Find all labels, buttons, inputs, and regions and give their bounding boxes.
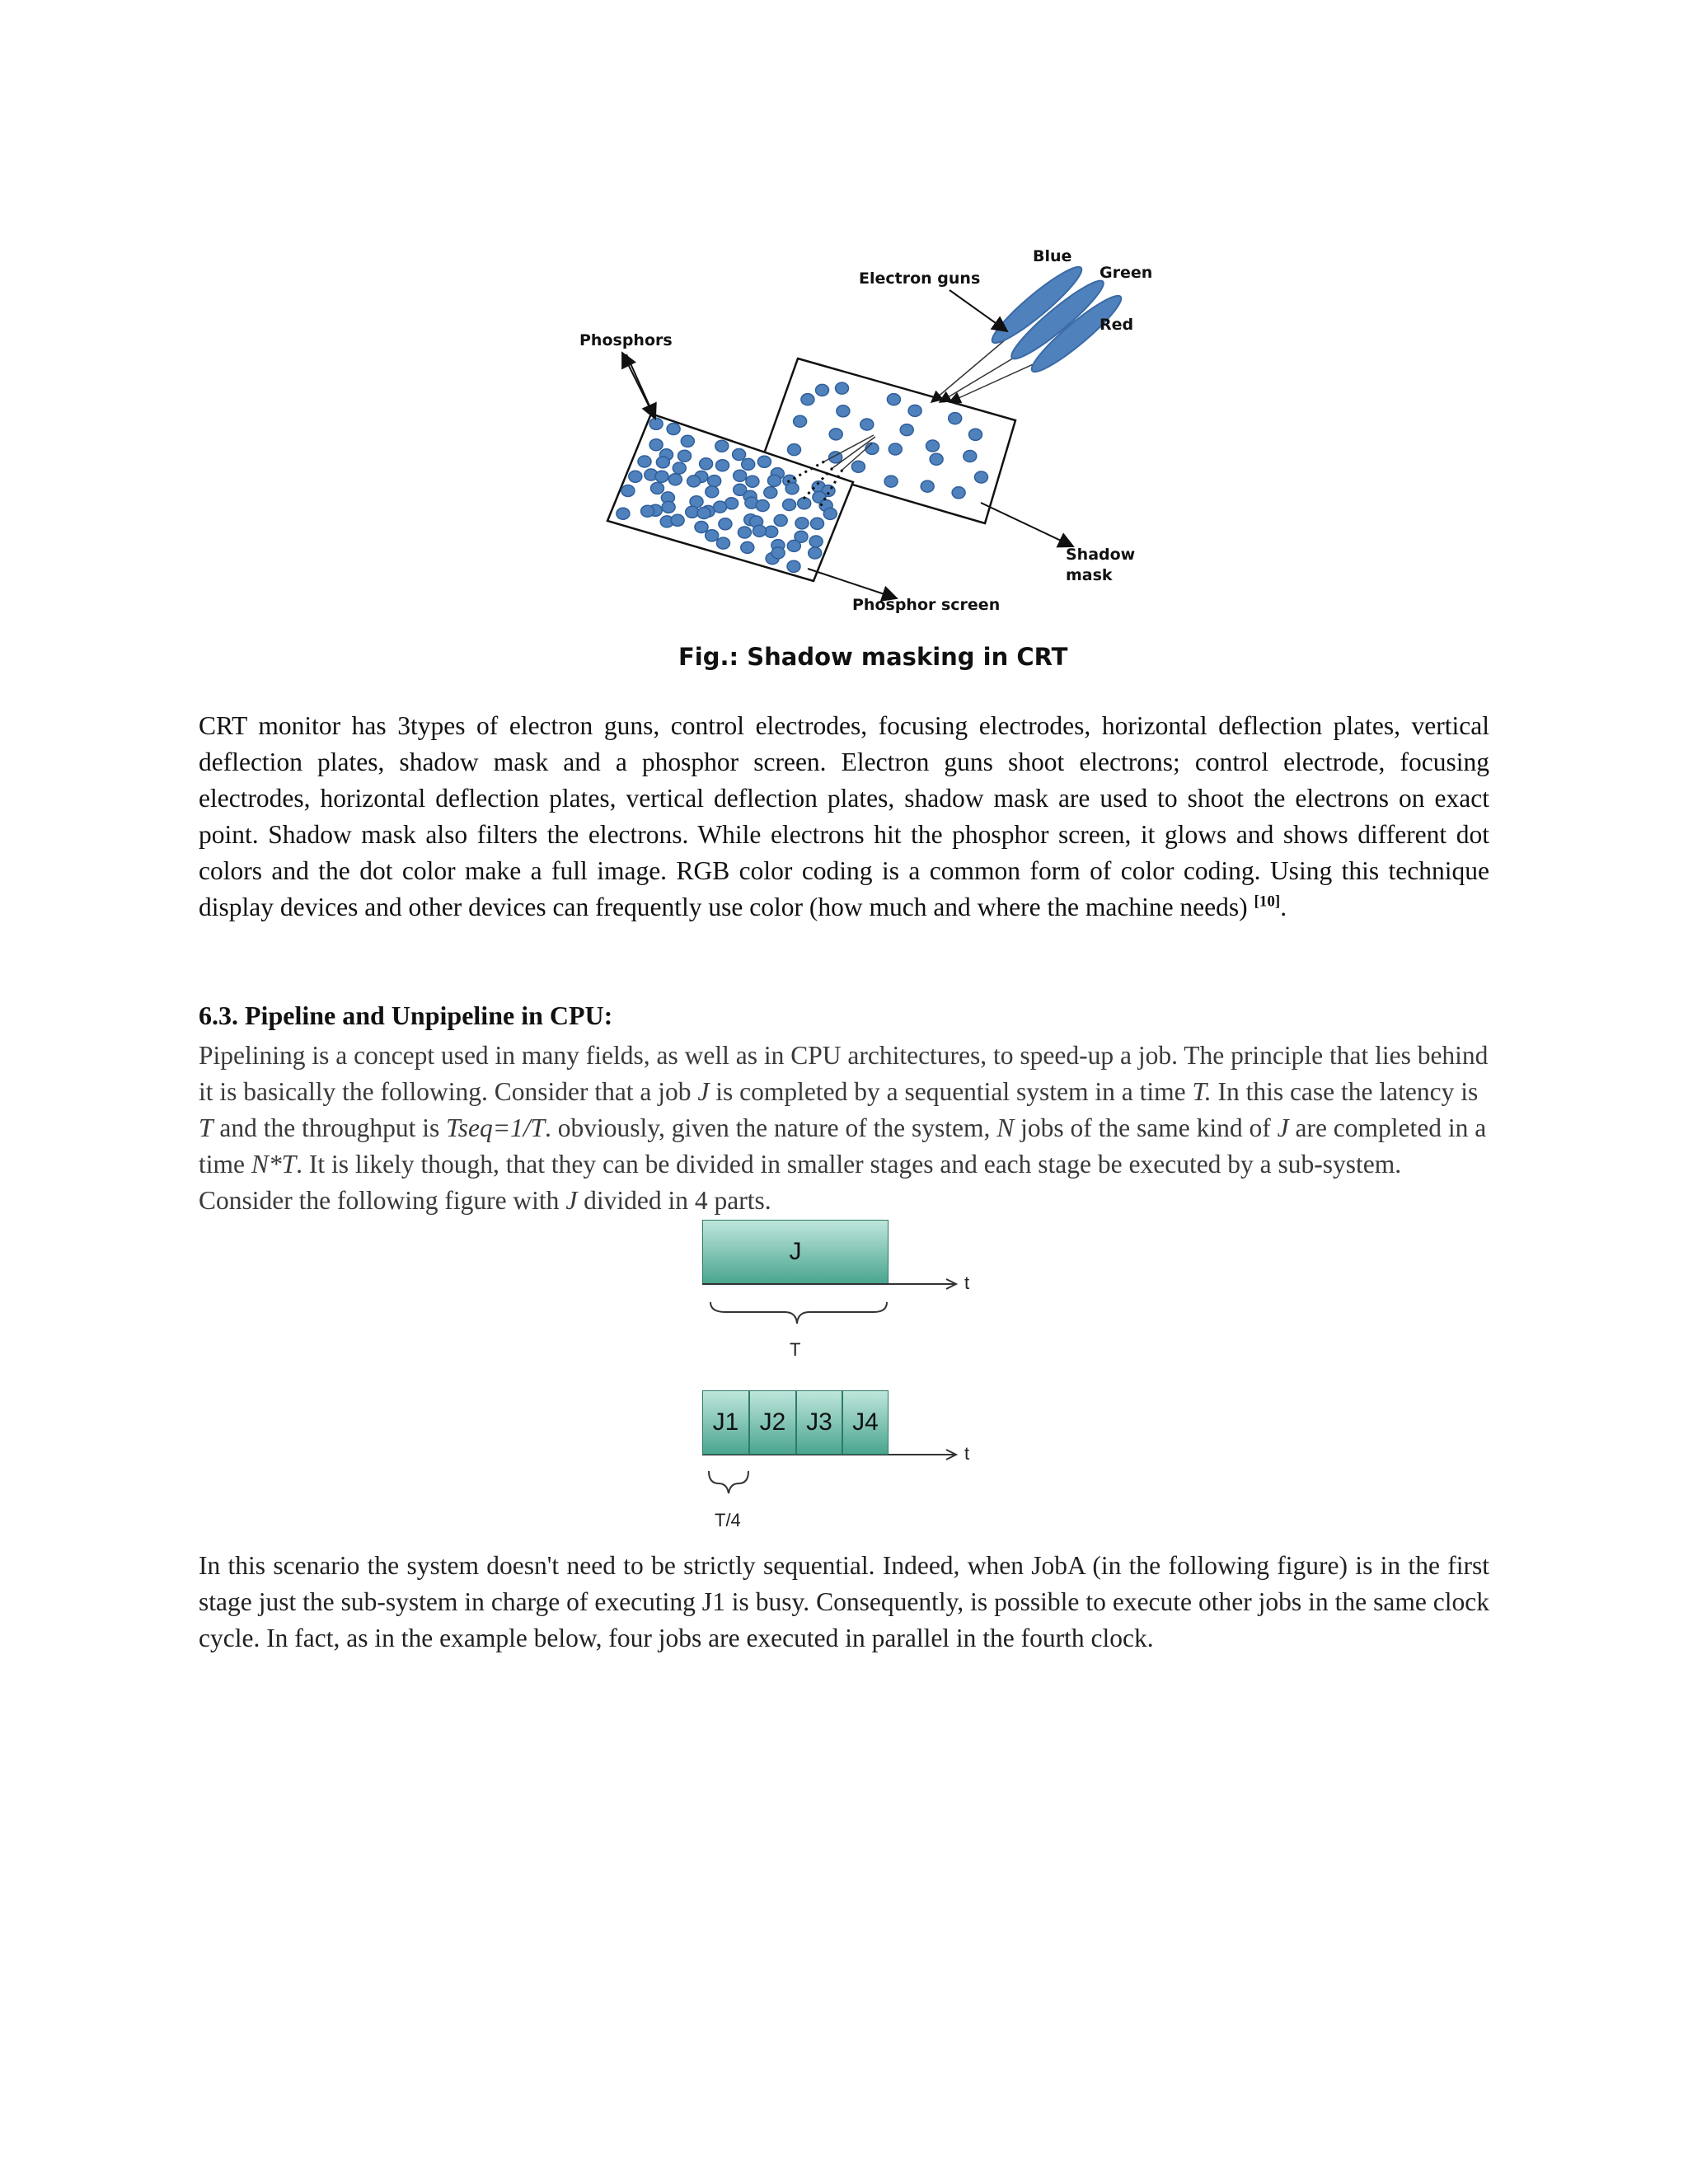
dot: [829, 429, 842, 440]
dot: [753, 525, 766, 537]
label-green: Green: [1100, 264, 1153, 282]
label-blue: Blue: [1033, 247, 1072, 265]
paragraph-scenario: In this scenario the system doesn't need to be strictly sequential. Indeed, when JobA (in the following figure) is in the first stage just the sub-system in charge of executing J1 is busy. Consequently, is possible to execute other jobs in the same clock cycle. In fact, as in the example below, four jobs are executed in parallel in the fourth clock.: [199, 1551, 1489, 1652]
dot: [662, 501, 675, 513]
dot: [717, 537, 730, 549]
paragraph-crt-text: CRT monitor has 3types of electron guns, control electrodes, focusing electrodes, horizontal deflection plates, vertical deflection plates, shadow mask and a phosphor screen. Electron guns shoot electrons; control electrode, focusing electrodes, horizontal deflection plates, vertical deflection plates, shadow mask are used to shoot the electrons on exact point. Shadow mask also filters the electrons. While electrons hit the phosphor screen, it glows and shows different dot colors and the dot color make a full image. RGB color coding is a common form of color coding. Using this technique display devices and other devices can frequently use color (how much and where the machine needs): [199, 711, 1489, 921]
crt-diagram: [0, 0, 1688, 676]
dot: [785, 483, 799, 494]
dot: [716, 460, 729, 471]
text-run: In this case the latency is: [1211, 1077, 1479, 1106]
dot: [629, 471, 642, 482]
crt-figure: [0, 0, 1688, 676]
dot: [809, 547, 822, 559]
pipeline-axes: [0, 1212, 1688, 1541]
job-block-j2: J2: [749, 1390, 796, 1455]
paragraph-crt-end: .: [1280, 893, 1287, 921]
text-run: Pipelining is a concept used in many fields, as well as in CPU architectures, to speed-up a job. The principle that lies behind it is basically the following. Consider that a job: [199, 1041, 1489, 1106]
dot: [742, 458, 755, 470]
italic-t: T: [199, 1113, 213, 1142]
dot: [621, 485, 635, 497]
dot: [887, 394, 900, 405]
axis-label-t-2: t: [964, 1443, 970, 1464]
dot: [719, 518, 732, 530]
axis-label-t-1: t: [964, 1272, 970, 1293]
dot: [656, 457, 669, 468]
dot: [681, 435, 694, 447]
dot: [788, 444, 801, 456]
dot: [708, 476, 721, 487]
dot: [836, 382, 849, 394]
dot: [889, 443, 902, 455]
dot: [787, 540, 800, 551]
dot: [638, 456, 651, 467]
text-run: are completed in a time: [199, 1113, 1487, 1179]
dot: [865, 443, 879, 454]
dot: [921, 480, 934, 492]
dot: [787, 560, 800, 572]
dot: [714, 501, 727, 513]
text-run: and the throughput is: [213, 1113, 447, 1142]
pipeline-figure: [0, 1212, 1688, 1541]
dot: [668, 474, 682, 485]
duration-label-t4: T/4: [715, 1510, 741, 1530]
text-run: . obviously, given the nature of the system,: [545, 1113, 997, 1142]
dot: [733, 449, 746, 461]
dot: [673, 462, 686, 474]
citation: [10]: [1254, 893, 1281, 911]
dot: [795, 518, 809, 529]
dot: [783, 499, 796, 511]
dot: [734, 470, 747, 481]
dot: [969, 429, 982, 440]
dot: [851, 461, 865, 472]
dot: [768, 475, 781, 486]
job-block-j: J: [702, 1220, 889, 1284]
dot: [809, 536, 823, 547]
brace-t: [710, 1302, 887, 1324]
dot: [697, 508, 710, 519]
dot: [738, 527, 751, 538]
italic-j: J: [1277, 1113, 1289, 1142]
italic-tseq: Tseq=1/T: [446, 1113, 546, 1142]
paragraph-pipeline: [199, 1038, 1489, 1219]
figure-caption: Fig.: Shadow masking in CRT: [678, 643, 1068, 671]
italic-nt: N*T: [251, 1150, 297, 1179]
dot: [774, 515, 787, 527]
dot: [771, 547, 785, 559]
dot: [823, 508, 837, 519]
label-shadow-mask-2: mask: [1066, 566, 1113, 584]
text-run: is completed by a sequential system in a time: [709, 1077, 1193, 1106]
dot: [655, 471, 668, 482]
dot: [952, 487, 965, 499]
dot: [706, 486, 719, 498]
dot: [900, 424, 913, 436]
dot: [949, 413, 962, 424]
label-red: Red: [1100, 316, 1134, 334]
phosphor-screen-pointer: [808, 569, 897, 598]
dot: [700, 458, 713, 470]
dot: [757, 456, 771, 467]
dot: [741, 541, 754, 553]
paragraph-crt: [199, 708, 1489, 926]
text-run: divided in 4 parts.: [577, 1186, 771, 1215]
dot: [667, 424, 680, 435]
job-block-j1: J1: [702, 1390, 749, 1455]
dot: [746, 476, 759, 487]
dot: [706, 530, 719, 541]
dot: [964, 451, 977, 462]
dot: [686, 506, 699, 518]
dot: [908, 405, 921, 416]
dot: [884, 476, 898, 487]
dot: [617, 508, 630, 519]
dot: [926, 440, 940, 452]
job-block-j4: J4: [842, 1390, 889, 1455]
shadow-mask-pointer: [981, 503, 1073, 546]
dot: [651, 482, 664, 494]
label-phosphor-screen: Phosphor screen: [852, 596, 1001, 614]
italic-n: N: [996, 1113, 1015, 1142]
dot: [649, 439, 663, 451]
italic-t: T.: [1192, 1077, 1212, 1106]
dot: [671, 514, 684, 526]
dot: [764, 487, 777, 499]
dot: [756, 500, 769, 512]
italic-j: J: [565, 1186, 578, 1215]
text-run: . It is likely though, that they can be divided in smaller stages and each stage be executed by a sub-system. Consider the following figure with: [199, 1150, 1402, 1215]
brace-t4: [709, 1471, 748, 1493]
dot: [715, 440, 729, 452]
dot: [837, 405, 850, 417]
dot: [811, 518, 824, 529]
italic-j: J: [697, 1077, 710, 1106]
dot: [794, 415, 807, 427]
electron-guns-pointer: [950, 290, 1007, 331]
dot: [695, 522, 708, 533]
dot: [765, 526, 778, 537]
section-heading: 6.3. Pipeline and Unpipeline in CPU:: [199, 1001, 613, 1030]
dot: [641, 505, 654, 517]
dot: [649, 418, 663, 429]
dot: [816, 384, 829, 396]
dot: [801, 394, 814, 405]
dot: [930, 453, 943, 465]
duration-label-t: T: [790, 1339, 801, 1360]
dot: [678, 450, 692, 462]
phosphors-pointer-top: [622, 353, 655, 419]
job-block-j3: J3: [796, 1390, 842, 1455]
text-run: jobs of the same kind of: [1014, 1113, 1278, 1142]
dot: [975, 471, 988, 483]
dot: [687, 476, 701, 487]
label-phosphors: Phosphors: [579, 331, 673, 349]
label-electron-guns: Electron guns: [859, 269, 981, 288]
dot: [860, 419, 874, 430]
dot: [798, 498, 811, 509]
label-shadow-mask-1: Shadow: [1066, 546, 1136, 564]
